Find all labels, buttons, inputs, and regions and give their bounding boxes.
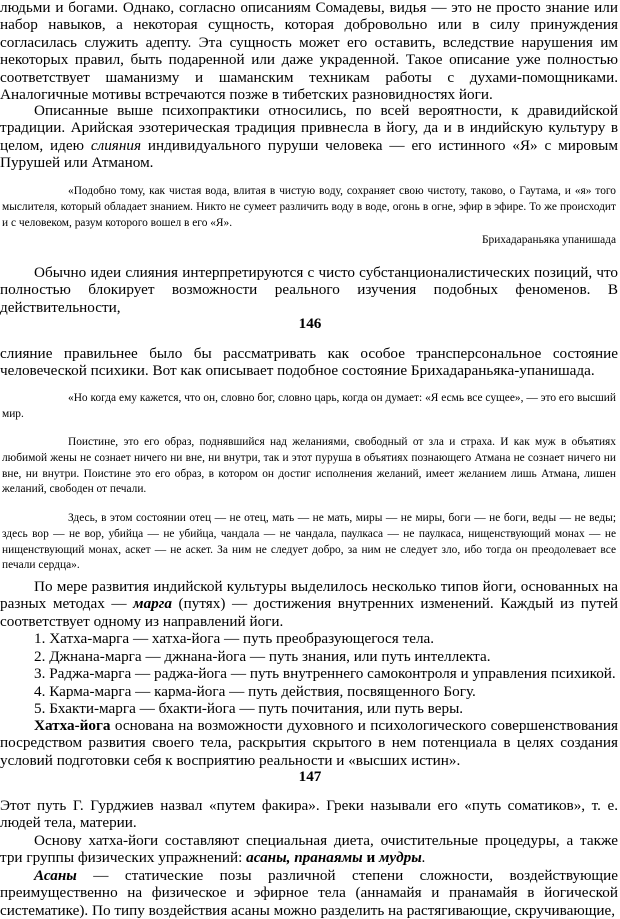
list-item: 2. Джнана-марга — джнана-йога — путь знания, или путь интеллекта.	[34, 648, 491, 665]
paragraph-interpretation: Обычно идеи слияния интерпретируются с чисто субстанционалистических позиций, что полностью блокирует возможности реального изучения подобных феноменов. В действительности,	[0, 264, 618, 316]
paragraph-fakir-path: Этот путь Г. Гурджиев назвал «путем факира». Греки называли его «путь соматиков», т. е. людей тела, материи.	[0, 797, 618, 832]
emphasis-marga: марга	[133, 595, 172, 613]
paragraph-asanas: Асаны — статические позы различной степени сложности, воздействующие преимущественно на физическое и эфирное тела (аннамайя и пранамайя в йогической систематике). По типу воздействия асаны можно разделить на растягивающие, скручивающие,	[0, 867, 618, 919]
page-number-146: 146	[298, 315, 322, 332]
paragraph-merging-idea: Описанные выше психопрактики относились, по всей вероятности, к дравидийской традиции. Арийская эзотерическая традиция привнесла в йогу, да и в индийскую культуру в целом, идею слияния индивидуального пуруши человека — его истинного «Я» с мировым Пурушей или Атманом.	[0, 102, 618, 172]
quote-highest-world: «Но когда ему кажется, что он, словно бог, словно царь, когда он думает: «Я есмь все сущее», — это его высший мир.	[2, 392, 616, 420]
term-pranayamas: пранаямы	[294, 849, 363, 867]
emphasis-merging: слияния	[90, 136, 142, 154]
list-item: 4. Карма-марга — карма-йога — путь действия, посвященного Богу.	[34, 683, 476, 700]
term-hatha-yoga: Хатха-йога	[34, 717, 111, 734]
quote-source: Брихадараньяка упанишада	[481, 234, 616, 246]
list-item: 1. Хатха-марга — хатха-йога — путь преобразующегося тела.	[34, 630, 435, 647]
quote-image-beyond-desire: Поистине, это его образ, поднявшийся над желаниями, свободный от зла и страха. И как муж в объятиях любимой жены не сознает ничего ни вне, ни внутри, так и этот пуруша в объятиях познающего Атмана не сознает ничего ни вне, ни внутри. Поистине это его образ, в котором он достиг исполнения желаний, имеет желанием лишь Атмана, лишен желаний, свободен от печали.	[2, 436, 616, 496]
paragraph-marga: По мере развития индийской культуры выделилось несколько типов йоги, основанных на разных методах — марга (путях) — достижения внутренних изменений. Каждый из путей соответствует одному из направлений йоги.	[0, 578, 618, 630]
paragraph-vidya: людьми и богами. Однако, согласно описаниям Сомадевы, видья — это не просто знание или набор навыков, а некоторая сущность, которая добровольно или в силу принуждения согласилась служить адепту. Эта сущность может его оставить, вследствие нарушения им некоторых правил, быть подаренной или даже украденной. Такое описание уже полностью соответствует шаманизму и шаманским техникам работы с духами-помощниками. Аналогичные мотивы встречаются позже в тибетских разновидностях йоги.	[0, 0, 618, 104]
term-mudras: мудры	[379, 849, 422, 867]
term-asanas: асаны	[246, 849, 287, 867]
term-asanas-heading: Асаны	[34, 867, 77, 884]
paragraph-hatha-yoga: Хатха-йога основана на возможности духовного и психологического совершенствования посредством развития своего тела, раскрытия скрытого в нем потенциала в целях создания условий подготовки себя к восприятию реальности и «высших истин».	[0, 717, 618, 769]
quote-state-beyond: Здесь, в этом состоянии отец — не отец, мать — не мать, миры — не миры, боги — не боги, веды — не веды; здесь вор — не вор, убийца — не убийца, чандала — не чандала, паулкаса — не паулкаса, нищенствующий монах — не нищенствующий монах, аскет — не аскет. За ним не следует добро, за ним не следует зло, ибо тогда он преодолевает все печали сердца».	[2, 512, 616, 572]
page-number-147: 147	[298, 768, 322, 785]
paragraph-hatha-basis: Основу хатха-йоги составляют специальная диета, очистительные процедуры, а также три группы физических упражнений: асаны, пранаямы и мудры.	[0, 832, 618, 867]
quote-pure-water: «Подобно тому, как чистая вода, влитая в чистую воду, сохраняет свою чистоту, таково, о Гаутама, и «я» того мыслителя, который обладает знанием. Никто не сумеет различить воду в воде, огонь в огне, эфир в эфире. То же происходит и с человеком, разум которого вошел в его «Я».	[2, 185, 616, 229]
list-item: 3. Раджа-марга — раджа-йога — путь внутреннего самоконтроля и управления психикой.	[34, 665, 616, 682]
list-item: 5. Бхакти-марга — бхакти-йога — путь почитания, или путь веры.	[34, 700, 464, 717]
paragraph-transpersonal: слияние правильнее было бы рассматривать как особое трансперсональное состояние человеческой психики. Вот как описывает подобное состояние Брихадараньяка-упанишада.	[0, 345, 618, 380]
